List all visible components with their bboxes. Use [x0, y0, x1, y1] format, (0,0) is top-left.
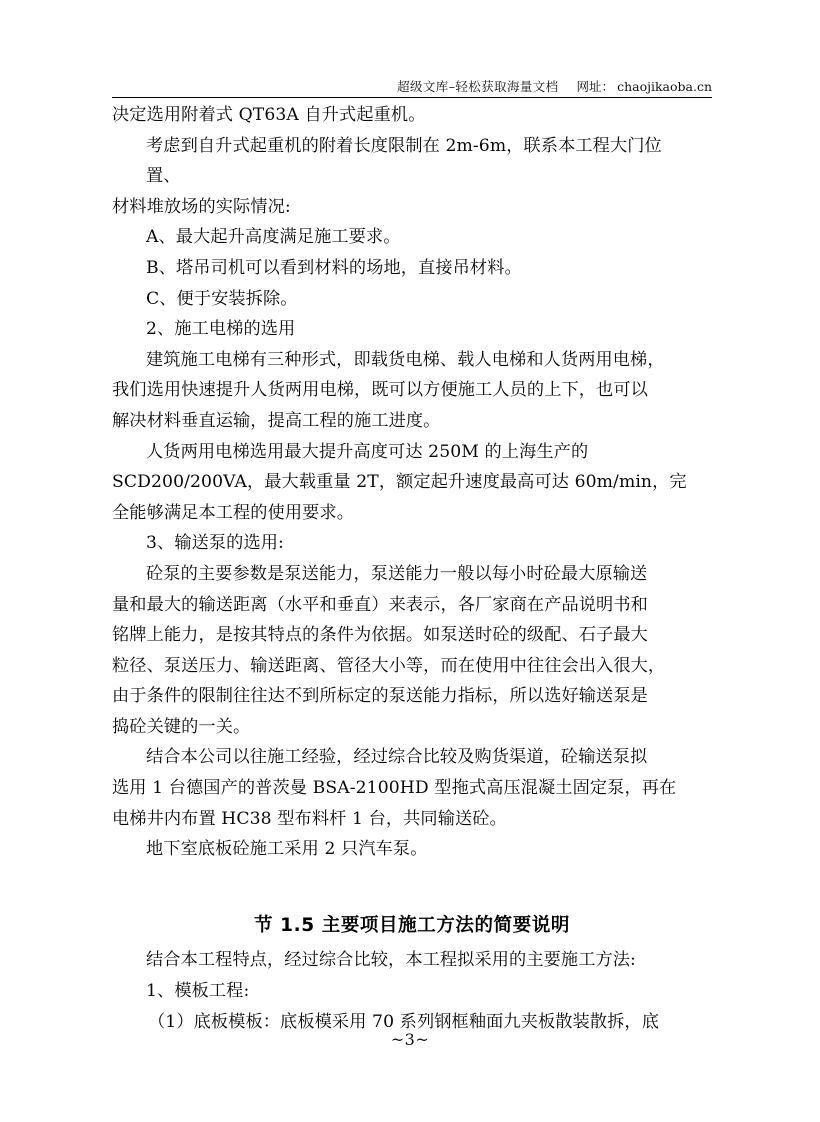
body-line: （1）底板模板：底板模采用 70 系列钢框釉面九夹板散装散拆，底: [148, 1011, 659, 1032]
body-line: 1、模板工程:: [146, 981, 250, 1002]
body-line: 2、施工电梯的选用: [146, 319, 296, 340]
body-line: 地下室底板砼施工采用 2 只汽车泵。: [146, 839, 428, 860]
footer-page-number: ~3~: [390, 1030, 430, 1049]
header-url-label: 网址：: [576, 79, 615, 94]
body-line: A、最大起升高度满足施工要求。: [146, 227, 401, 248]
body-line: 结合本工程特点，经过综合比较，本工程拟采用的主要施工方法:: [146, 950, 636, 971]
body-line: 考虑到自升式起重机的附着长度限制在 2m-6m，联系本工程大门位: [146, 135, 662, 156]
page-header: [112, 72, 712, 98]
blank-line: [112, 895, 712, 911]
body-line: 铭牌上能力，是按其特点的条件为依据。如泵送时砼的级配、石子最大: [112, 625, 648, 646]
body-line: 3、输送泵的选用:: [146, 533, 284, 554]
body-line: 电梯井内布置 HC38 型布料杆 1 台，共同输送砼。: [112, 808, 507, 829]
body-line: 全能够满足本工程的使用要求。: [112, 502, 355, 523]
body-line: 建筑施工电梯有三种形式，即载货电梯、载人电梯和人货两用电梯，: [146, 349, 665, 370]
body-line: 捣砼关键的一关。: [112, 716, 251, 737]
body-line: 由于条件的限制往往达不到所标定的泵送能力指标，所以选好输送泵是: [112, 686, 648, 707]
body-line: 粒径、泵送压力、输送距离、管径大小等，而在使用中往往会出入很大，: [112, 655, 666, 676]
body-line: 解决材料垂直运输，提高工程的施工进度。: [112, 410, 441, 431]
document-body: [112, 100, 712, 1037]
body-line: 置、: [146, 166, 181, 187]
body-line: 我们选用快速提升人货两用电梯，既可以方便施工人员的上下，也可以: [112, 380, 648, 401]
body-line: C、便于安装拆除。: [146, 288, 298, 309]
body-line: SCD200/200VA，最大载重量 2T，额定起升速度最高可达 60m/min，完: [112, 472, 687, 493]
header-url-group: [577, 77, 712, 95]
body-line: B、塔吊司机可以看到材料的场地，直接吊材料。: [146, 257, 522, 278]
header-site-title: 超级文库–轻松获取海量文档: [397, 79, 559, 94]
blank-line: [112, 865, 712, 896]
body-line: 选用 1 台德国产的普茨曼 BSA-2100HD 型拖式高压混凝土固定泵，再在: [112, 778, 677, 799]
body-line: 决定选用附着式 QT63A 自升式起重机。: [112, 105, 426, 125]
body-line: 结合本公司以往施工经验，经过综合比较及购货渠道，砼输送泵拟: [146, 747, 648, 768]
body-line: 量和最大的输送距离（水平和垂直）来表示，各厂家商在产品说明书和: [112, 594, 648, 615]
body-line: 砼泵的主要参数是泵送能力，泵送能力一般以每小时砼最大原输送: [146, 563, 648, 584]
section-heading: 节 1.5 主要项目施工方法的简要说明: [253, 915, 571, 937]
body-line: 材料堆放场的实际情况:: [112, 196, 291, 217]
body-line: 人货两用电梯选用最大提升高度可达 250M 的上海生产的: [146, 441, 589, 462]
header-url-value: chaojikaoba.cn: [617, 79, 712, 94]
page-footer: [0, 1030, 820, 1049]
